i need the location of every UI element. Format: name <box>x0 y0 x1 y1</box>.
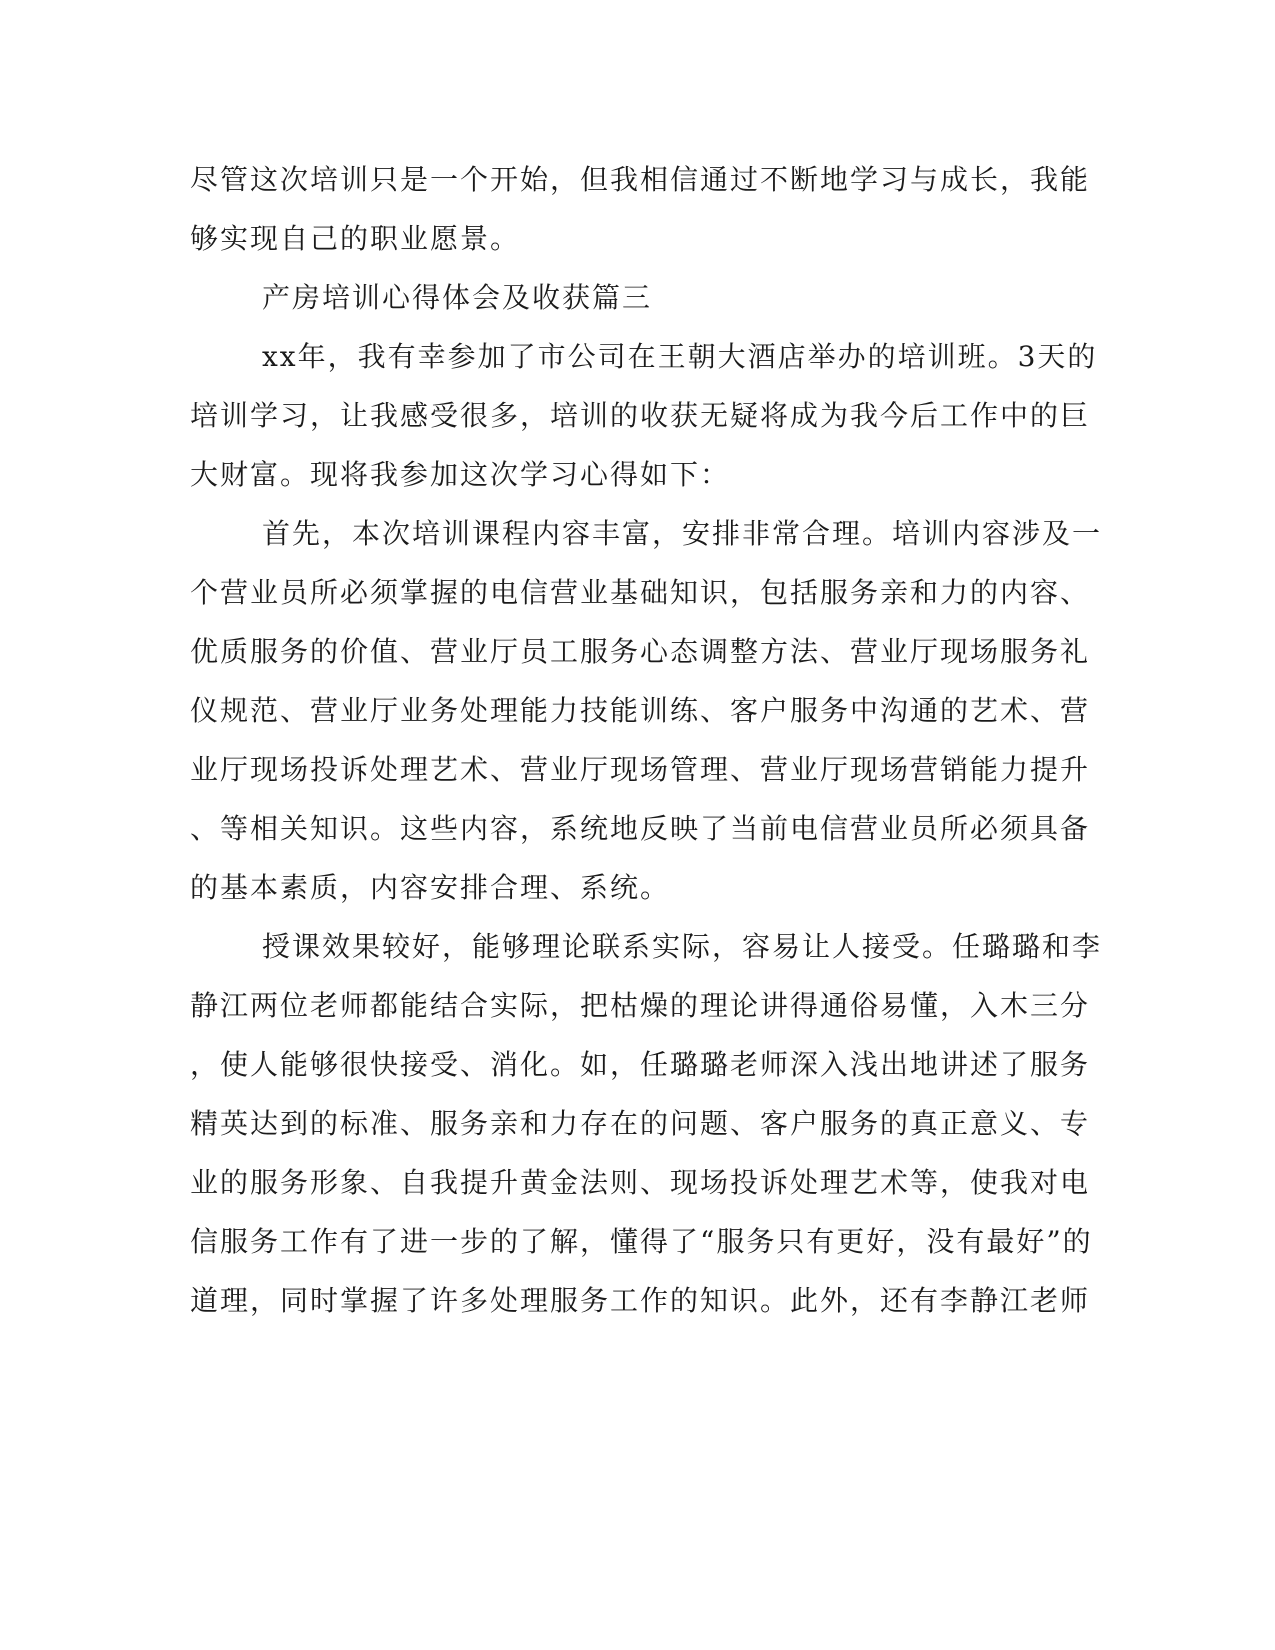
text-line: 信服务工作有了进一步的了解，懂得了“服务只有更好，没有最好”的 <box>190 1225 1093 1258</box>
text-line: 精英达到的标准、服务亲和力存在的问题、客户服务的真正意义、专 <box>190 1107 1091 1140</box>
text-line: ，使人能够很快接受、消化。如，任璐璐老师深入浅出地讲述了服务 <box>190 1048 1091 1081</box>
text-line: 仪规范、营业厅业务处理能力技能训练、客户服务中沟通的艺术、营 <box>190 694 1091 727</box>
paragraph-start-line: 首先，本次培训课程内容丰富，安排非常合理。培训内容涉及一 <box>262 517 1103 550</box>
text-line: 业厅现场投诉处理艺术、营业厅现场管理、营业厅现场营销能力提升 <box>190 753 1091 786</box>
text-line: 培训学习，让我感受很多，培训的收获无疑将成为我今后工作中的巨 <box>190 399 1091 432</box>
section-heading: 产房培训心得体会及收获篇三 <box>262 281 653 314</box>
text-line: 道理，同时掌握了许多处理服务工作的知识。此外，还有李静江老师 <box>190 1284 1091 1317</box>
text-line: 、等相关知识。这些内容，系统地反映了当前电信营业员所必须具备 <box>190 812 1091 845</box>
text-line: 尽管这次培训只是一个开始，但我相信通过不断地学习与成长，我能 <box>190 163 1091 196</box>
paragraph-start-line: 授课效果较好，能够理论联系实际，容易让人接受。任璐璐和李 <box>262 930 1103 963</box>
text-line: 静江两位老师都能结合实际，把枯燥的理论讲得通俗易懂，入木三分 <box>190 989 1091 1022</box>
text-line: 的基本素质，内容安排合理、系统。 <box>190 871 671 904</box>
text-line: 个营业员所必须掌握的电信营业基础知识，包括服务亲和力的内容、 <box>190 576 1091 609</box>
text-line: 大财富。现将我参加这次学习心得如下： <box>190 458 731 491</box>
text-line: 优质服务的价值、营业厅员工服务心态调整方法、营业厅现场服务礼 <box>190 635 1091 668</box>
text-line: 业的服务形象、自我提升黄金法则、现场投诉处理艺术等，使我对电 <box>190 1166 1091 1199</box>
paragraph-start-line: xx年，我有幸参加了市公司在王朝大酒店举办的培训班。3天的 <box>262 340 1098 373</box>
text-line: 够实现自己的职业愿景。 <box>190 222 521 255</box>
